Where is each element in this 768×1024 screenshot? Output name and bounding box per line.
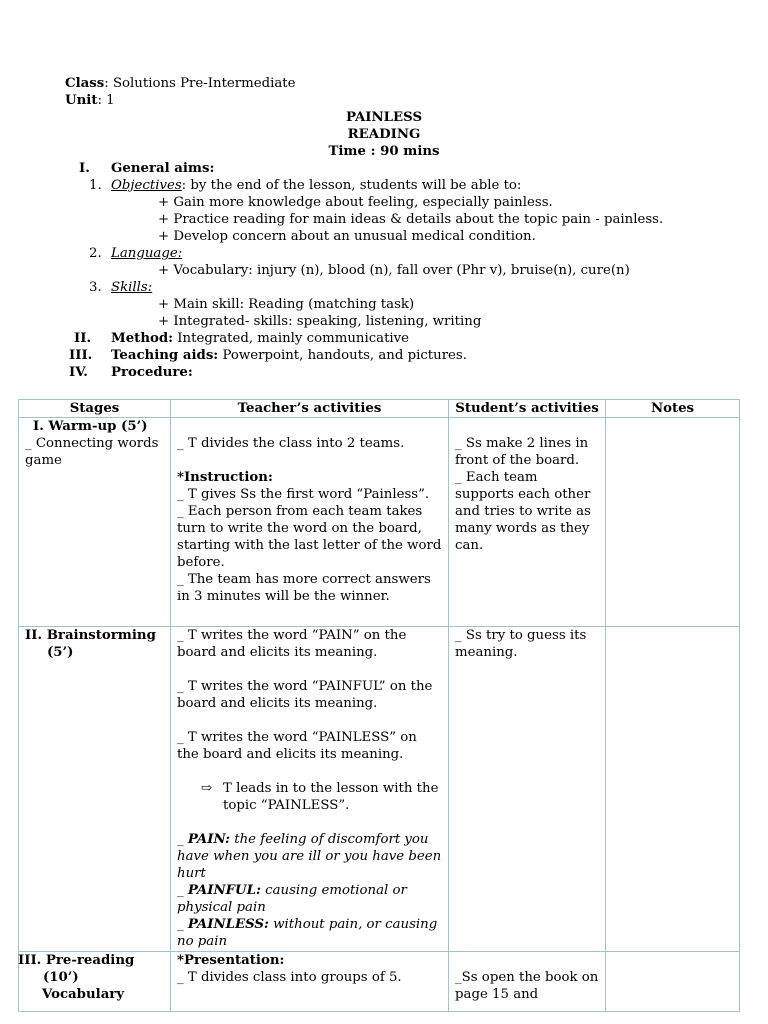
- language-item: + Vocabulary: injury (n), blood (n), fall over (Phr v), bruise(n), cure(n): [158, 263, 630, 278]
- teacher-step: _ T gives Ss the first word “Painless”.: [177, 487, 430, 502]
- teacher-step: _ T divides the class into 2 teams.: [177, 436, 405, 451]
- skills-item: + Main skill: Reading (matching task): [158, 297, 415, 312]
- student-step: _ Each team supports each other and tries to write as many words as they can.: [455, 470, 591, 553]
- stage-duration: (10’): [43, 970, 79, 985]
- stage-cell: [19, 418, 171, 627]
- table-header-row: [19, 400, 740, 418]
- objectives-line: [111, 177, 521, 194]
- section-1-title: General aims:: [111, 161, 215, 176]
- teacher-step: _ T divides class into groups of 5.: [177, 970, 402, 985]
- teacher-cell: [171, 418, 449, 627]
- skills-label: Skills:: [111, 280, 153, 295]
- objectives-text: : by the end of the lesson, students will be able to:: [181, 178, 522, 193]
- teaching-aids-text: Powerpoint, handouts, and pictures.: [218, 348, 467, 363]
- header-teacher-activities: Teacher’s activities: [171, 400, 449, 418]
- definition-painful: _ PAINFUL: causing emotional or physical pain: [177, 883, 407, 915]
- student-step: _Ss open the book on page 15 and: [455, 970, 599, 1002]
- definition-painless: _ PAINLESS: without pain, or causing no pain: [177, 917, 438, 949]
- lesson-time: Time : 90 mins: [328, 144, 440, 159]
- notes-cell: [606, 952, 740, 1012]
- arrow-icon: ⇨: [201, 781, 213, 796]
- unit-label: Unit: [65, 93, 98, 108]
- stage-cell: [19, 627, 171, 952]
- stage-subtitle: _ Connecting words game: [25, 436, 159, 468]
- student-cell: [449, 627, 606, 952]
- header-notes: Notes: [606, 400, 740, 418]
- teacher-cell: [171, 952, 449, 1012]
- teacher-presentation-heading: *Presentation:: [177, 953, 285, 968]
- definition-text: without pain, or causing no pain: [177, 917, 438, 949]
- objectives-number: 1.: [89, 178, 102, 193]
- stage-subtitle: Vocabulary: [42, 987, 125, 1002]
- teacher-step: _ T writes the word “PAIN” on the board and elicits its meaning.: [177, 628, 407, 660]
- student-step: _ Ss try to guess its meaning.: [455, 628, 587, 660]
- definition-term: PAINFUL:: [187, 883, 261, 898]
- teacher-step: _ T writes the word “PAINFUL” on the board and elicits its meaning.: [177, 679, 433, 711]
- method-label: Method:: [111, 331, 174, 346]
- unit-value: : 1: [97, 93, 115, 108]
- teacher-cell: [171, 627, 449, 952]
- section-3-number: III.: [69, 348, 93, 363]
- stage-duration: (5’): [47, 645, 74, 660]
- definition-term: PAINLESS:: [187, 917, 269, 932]
- procedure-table: [18, 399, 740, 1012]
- student-cell: [449, 418, 606, 627]
- unit-line: [65, 92, 115, 109]
- language-label: Language:: [111, 246, 183, 261]
- table-row-brainstorming: [19, 627, 740, 952]
- teaching-aids-line: [111, 347, 467, 364]
- lesson-subtitle: READING: [347, 127, 421, 142]
- student-cell: [449, 952, 606, 1012]
- table-row-warmup: [19, 418, 740, 627]
- objective-item: + Gain more knowledge about feeling, especially painless.: [158, 195, 553, 210]
- section-1-number: I.: [79, 161, 90, 176]
- stage-title: III. Pre-reading: [18, 953, 135, 968]
- header-stages: Stages: [19, 400, 171, 418]
- objective-item: + Develop concern about an unusual medical condition.: [158, 229, 536, 244]
- lead-in-text: T leads in to the lesson with the topic “PAINLESS”.: [223, 781, 439, 813]
- language-number: 2.: [89, 246, 102, 261]
- definition-pain: _ PAIN: the feeling of discomfort you have when you are ill or you have been hurt: [177, 832, 442, 881]
- procedure-label: Procedure:: [111, 365, 193, 380]
- stage-cell: [19, 952, 171, 1012]
- teacher-step: _ Each person from each team takes turn to write the word on the board, starting with the last letter of the word before.: [177, 504, 442, 570]
- definition-text: the feeling of discomfort you have when you are ill or you have been hurt: [177, 832, 442, 881]
- teacher-instruction-heading: *Instruction:: [177, 470, 273, 485]
- definition-text: causing emotional or physical pain: [177, 883, 407, 915]
- lesson-title: PAINLESS: [345, 110, 423, 125]
- skills-number: 3.: [89, 280, 102, 295]
- class-line: [65, 75, 296, 92]
- notes-cell: [606, 418, 740, 627]
- method-line: [111, 330, 409, 347]
- header-student-activities: Student’s activities: [449, 400, 606, 418]
- teacher-step: _ The team has more correct answers in 3 minutes will be the winner.: [177, 572, 431, 604]
- stage-title: II. Brainstorming: [25, 628, 156, 643]
- table-row-pre-reading: [19, 952, 740, 1012]
- student-step: _ Ss make 2 lines in front of the board.: [455, 436, 589, 468]
- teacher-step: _ T writes the word “PAINLESS” on the board and elicits its meaning.: [177, 730, 417, 762]
- section-4-number: IV.: [69, 365, 88, 380]
- skills-item: + Integrated- skills: speaking, listening, writing: [158, 314, 482, 329]
- class-label: Class: [65, 76, 105, 91]
- method-text: Integrated, mainly communicative: [173, 331, 410, 346]
- class-value: : Solutions Pre-Intermediate: [104, 76, 296, 91]
- stage-title: I. Warm-up (5’): [33, 419, 148, 434]
- definition-term: PAIN:: [187, 832, 231, 847]
- teacher-lead-in: [201, 780, 442, 814]
- objectives-label: Objectives: [111, 178, 182, 193]
- teaching-aids-label: Teaching aids:: [111, 348, 219, 363]
- objective-item: + Practice reading for main ideas & details about the topic pain - painless.: [158, 212, 664, 227]
- notes-cell: [606, 627, 740, 952]
- section-2-number: II.: [74, 331, 92, 346]
